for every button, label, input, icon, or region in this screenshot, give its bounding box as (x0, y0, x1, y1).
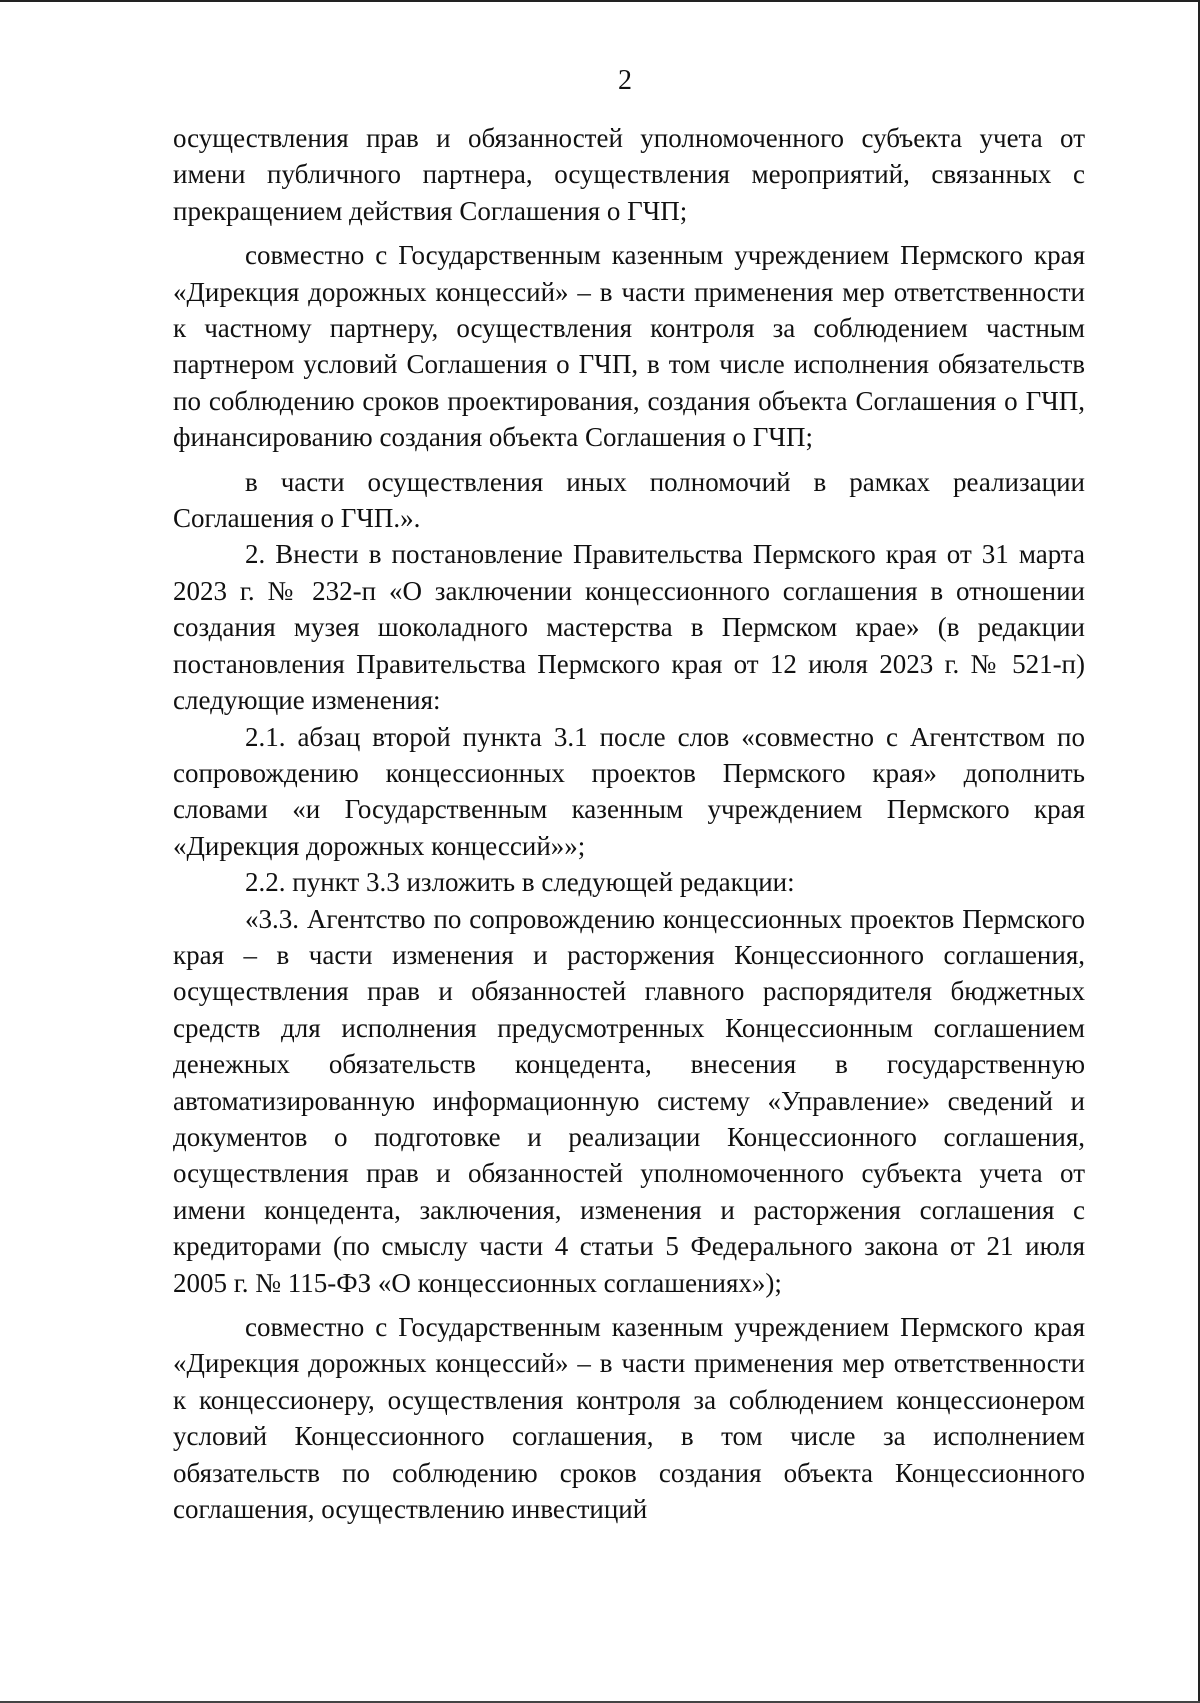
paragraph-joint-directorate: совместно с Государственным казенным учреждением Пермского края «Дирекция дорожных концессий» – в части применения мер ответственности к частному партнеру, осуществления контроля за соблюдением частным партнером условий Соглашения о ГЧП, в том числе исполнения обязательств по соблюдению сроков проектирования, создания объекта Соглашения о ГЧП, финансированию создания объекта Соглашения о ГЧП; (173, 240, 1085, 453)
paragraph-joint-directorate-concession: совместно с Государственным казенным учреждением Пермского края «Дирекция дорожных концессий» – в части применения мер ответственности к концессионеру, осуществления контроля за соблюдением концессионером условий Концессионного соглашения, в том числе за исполнением обязательств по соблюдению сроков создания объекта Концессионного соглашения, осуществлению инвестиций (173, 1312, 1085, 1525)
paragraph-item-3-3: «3.3. Агентство по сопровождению концессионных проектов Пермского края – в части изменения и расторжения Концессионного соглашения, осуществления прав и обязанностей главного распорядителя бюджетных средств для исполнения предусмотренных Концессионным соглашением денежных обязательств концедента, внесения в государственную автоматизированную информационную систему «Управление» сведений и документов о подготовке и реализации Концессионного соглашения, осуществления прав и обязанностей уполномоченного субъекта учета от имени концедента, заключения, изменения и расторжения соглашения с кредиторами (по смыслу части 4 статьи 5 Федерального закона от 21 июля 2005 г. № 115-ФЗ «О концессионных соглашениях»); (173, 903, 1085, 1298)
paragraph-item-2-2: 2.2. пункт 3.3 изложить в следующей редакции: (245, 867, 795, 898)
page-number: 2 (618, 65, 632, 96)
document-body (173, 120, 1085, 1527)
scan-edge-top (0, 0, 1200, 2)
paragraph-item-2: 2. Внести в постановление Правительства Пермского края от 31 марта 2023 г. № 232-п «О заключении концессионного соглашения в отношении создания музея шоколадного мастерства в Пермском крае» (в редакции постановления Правительства Пермского края от 12 июля 2023 г. № 521-п) следующие изменения: (173, 539, 1085, 716)
paragraph-item-2-1: 2.1. абзац второй пункта 3.1 после слов «совместно с Агентством по сопровождению концессионных проектов Пермского края» дополнить словами «и Государственным казенным учреждением Пермского края «Дирекция дорожных концессий»»; (173, 721, 1085, 861)
paragraph-other-powers: в части осуществления иных полномочий в рамках реализации Соглашения о ГЧП.». (173, 466, 1085, 534)
paragraph-continuation: осуществления прав и обязанностей уполномоченного субъекта учета от имени публичного партнера, осуществления мероприятий, связанных с прекращением действия Соглашения о ГЧП; (173, 123, 1085, 226)
